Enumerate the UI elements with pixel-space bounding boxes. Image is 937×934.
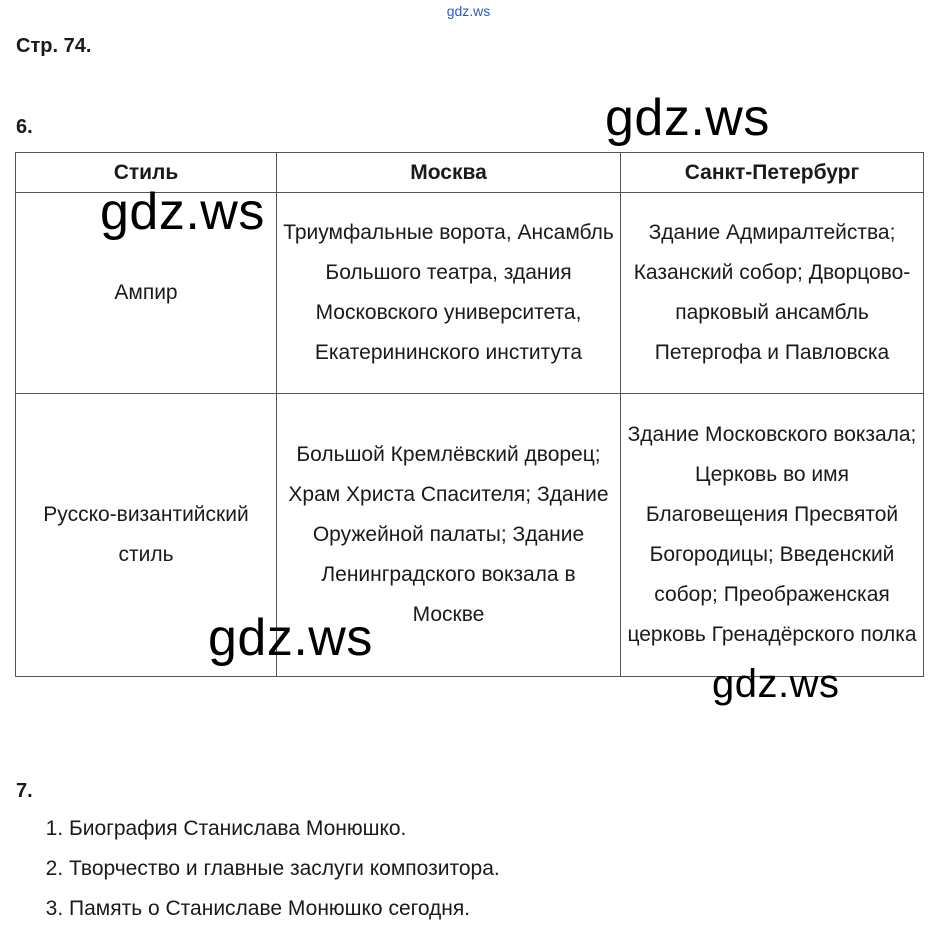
cell-spb: Здание Адмиралтейства; Казанский собор; Дворцово-парковый ансамбль Петергофа и Павловска <box>621 193 924 394</box>
essay-plan-list <box>17 809 500 929</box>
cell-style: Русско-византийский стиль <box>16 394 277 677</box>
site-link[interactable]: gdz.ws <box>446 3 491 19</box>
cell-spb: Здание Московского вокзала; Церковь во имя Благовещения Пресвятой Богородицы; Введенский собор; Преображенская церковь Гренадёрского полка <box>621 394 924 677</box>
page-reference: Стр. 74. <box>16 35 92 57</box>
cell-moscow: Большой Кремлёвский дворец; Храм Христа Спасителя; Здание Оружейной палаты; Здание Ленинградского вокзала в Москве <box>277 394 621 677</box>
cell-moscow: Триумфальные ворота, Ансамбль Большого театра, здания Московского университета, Екатерининского института <box>277 193 621 394</box>
list-item: 1. Биография Станислава Монюшко. <box>69 809 500 849</box>
watermark: gdz.ws <box>100 183 265 241</box>
list-item: 3. Память о Станиславе Монюшко сегодня. <box>69 889 500 929</box>
watermark: gdz.ws <box>712 662 840 706</box>
watermark: gdz.ws <box>605 89 770 147</box>
header-moscow: Москва <box>277 153 621 193</box>
header-style: Стиль <box>16 153 277 193</box>
table-row <box>16 394 924 677</box>
cell-style: Ампир <box>16 193 277 394</box>
task-6-number: 6. <box>16 116 33 138</box>
watermark: gdz.ws <box>208 609 373 667</box>
list-item: 2. Творчество и главные заслуги композитора. <box>69 849 500 889</box>
header-spb: Санкт-Петербург <box>621 153 924 193</box>
task-7-number: 7. <box>16 780 33 802</box>
